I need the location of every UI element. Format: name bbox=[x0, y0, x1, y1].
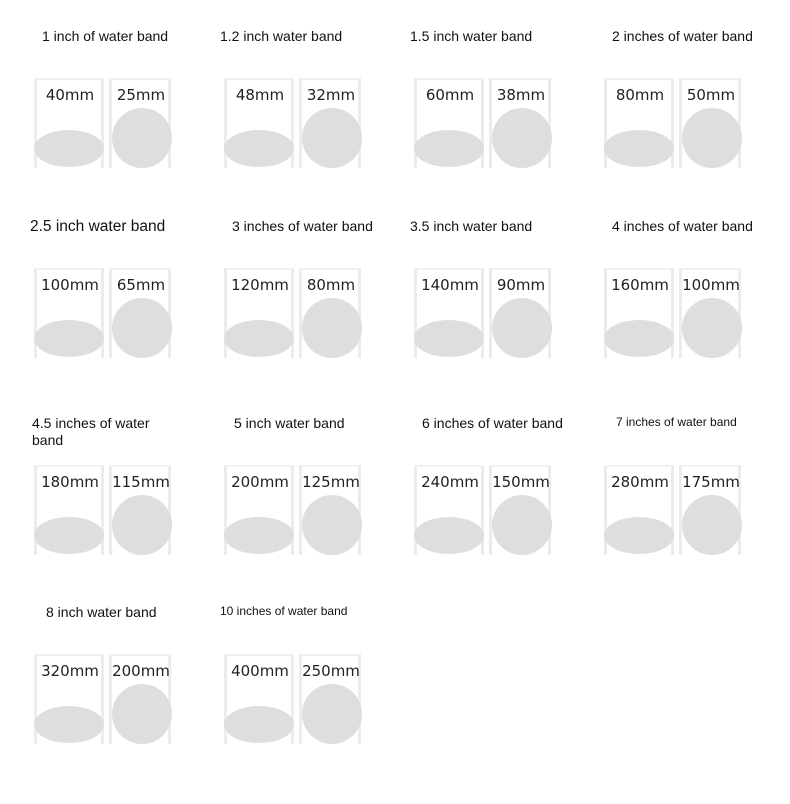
band-card-6in bbox=[410, 415, 580, 575]
band-title: 1 inch of water band bbox=[42, 28, 169, 44]
round-band-shape bbox=[112, 684, 172, 744]
flat-band-shape bbox=[414, 130, 484, 167]
band-card-3-5in bbox=[410, 218, 580, 378]
band-title: 4 inches of water band bbox=[612, 218, 753, 234]
flat-band-shape bbox=[604, 130, 674, 167]
round-diameter-label: 100mm bbox=[682, 276, 740, 294]
round-band-shape bbox=[302, 495, 362, 555]
flat-band-shape bbox=[34, 517, 104, 554]
band-title: 5 inch water band bbox=[234, 415, 345, 431]
flat-width-label: 280mm bbox=[611, 473, 669, 491]
band-card-8in bbox=[30, 604, 200, 764]
round-diameter-label: 250mm bbox=[302, 662, 360, 680]
round-diameter-label: 115mm bbox=[112, 473, 170, 491]
round-diameter-label: 175mm bbox=[682, 473, 740, 491]
band-card-1in bbox=[30, 28, 200, 188]
round-diameter-label: 90mm bbox=[496, 276, 546, 294]
band-title: 3.5 inch water band bbox=[410, 218, 533, 234]
round-band-shape bbox=[112, 298, 172, 358]
flat-band-shape bbox=[604, 517, 674, 554]
band-title: 1.2 inch water band bbox=[220, 28, 343, 44]
flat-band-shape bbox=[224, 130, 294, 167]
flat-width-label: 160mm bbox=[611, 276, 669, 294]
band-card-1-5in bbox=[410, 28, 580, 188]
flat-width-label: 140mm bbox=[421, 276, 479, 294]
flat-band-shape bbox=[34, 320, 104, 357]
band-title: 4.5 inches of water band bbox=[32, 415, 150, 448]
band-title: 6 inches of water band bbox=[422, 415, 563, 431]
flat-band-shape bbox=[414, 320, 484, 357]
flat-width-label: 240mm bbox=[421, 473, 479, 491]
round-diameter-label: 50mm bbox=[686, 86, 736, 104]
flat-band-shape bbox=[224, 517, 294, 554]
round-band-shape bbox=[112, 495, 172, 555]
flat-band-shape bbox=[34, 130, 104, 167]
flat-width-label: 320mm bbox=[41, 662, 99, 680]
flat-width-label: 48mm bbox=[235, 86, 285, 104]
flat-width-label: 80mm bbox=[615, 86, 665, 104]
band-card-5in bbox=[220, 415, 390, 575]
round-band-shape bbox=[492, 108, 552, 168]
band-title: 3 inches of water band bbox=[232, 218, 373, 234]
band-card-4-5in bbox=[30, 415, 200, 575]
band-title: 7 inches of water band bbox=[616, 415, 737, 429]
flat-width-label: 120mm bbox=[231, 276, 289, 294]
band-title: 10 inches of water band bbox=[220, 604, 348, 618]
round-diameter-label: 65mm bbox=[116, 276, 166, 294]
flat-width-label: 40mm bbox=[45, 86, 95, 104]
flat-band-shape bbox=[414, 517, 484, 554]
flat-band-shape bbox=[224, 320, 294, 357]
band-card-2in bbox=[600, 28, 770, 188]
round-band-shape bbox=[302, 298, 362, 358]
round-band-shape bbox=[492, 298, 552, 358]
round-band-shape bbox=[682, 495, 742, 555]
round-diameter-label: 200mm bbox=[112, 662, 170, 680]
flat-width-label: 180mm bbox=[41, 473, 99, 491]
band-title: 2.5 inch water band bbox=[30, 218, 166, 235]
round-diameter-label: 25mm bbox=[116, 86, 166, 104]
flat-width-label: 200mm bbox=[231, 473, 289, 491]
band-card-7in bbox=[600, 415, 770, 575]
band-title: 1.5 inch water band bbox=[410, 28, 533, 44]
round-band-shape bbox=[302, 108, 362, 168]
flat-band-shape bbox=[604, 320, 674, 357]
flat-width-label: 100mm bbox=[41, 276, 99, 294]
flat-width-label: 400mm bbox=[231, 662, 289, 680]
band-card-3in bbox=[220, 218, 390, 378]
band-card-10in bbox=[220, 604, 390, 764]
round-band-shape bbox=[112, 108, 172, 168]
round-diameter-label: 150mm bbox=[492, 473, 550, 491]
band-card-4in bbox=[600, 218, 770, 378]
band-card-2-5in bbox=[30, 218, 200, 378]
flat-width-label: 60mm bbox=[425, 86, 475, 104]
flat-band-shape bbox=[224, 706, 294, 743]
band-title: 2 inches of water band bbox=[612, 28, 753, 44]
round-band-shape bbox=[492, 495, 552, 555]
round-band-shape bbox=[302, 684, 362, 744]
round-diameter-label: 38mm bbox=[496, 86, 546, 104]
flat-band-shape bbox=[34, 706, 104, 743]
round-diameter-label: 125mm bbox=[302, 473, 360, 491]
round-diameter-label: 80mm bbox=[306, 276, 356, 294]
band-title: 8 inch water band bbox=[46, 604, 157, 620]
band-card-1-2in bbox=[220, 28, 390, 188]
round-band-shape bbox=[682, 298, 742, 358]
round-band-shape bbox=[682, 108, 742, 168]
round-diameter-label: 32mm bbox=[306, 86, 356, 104]
